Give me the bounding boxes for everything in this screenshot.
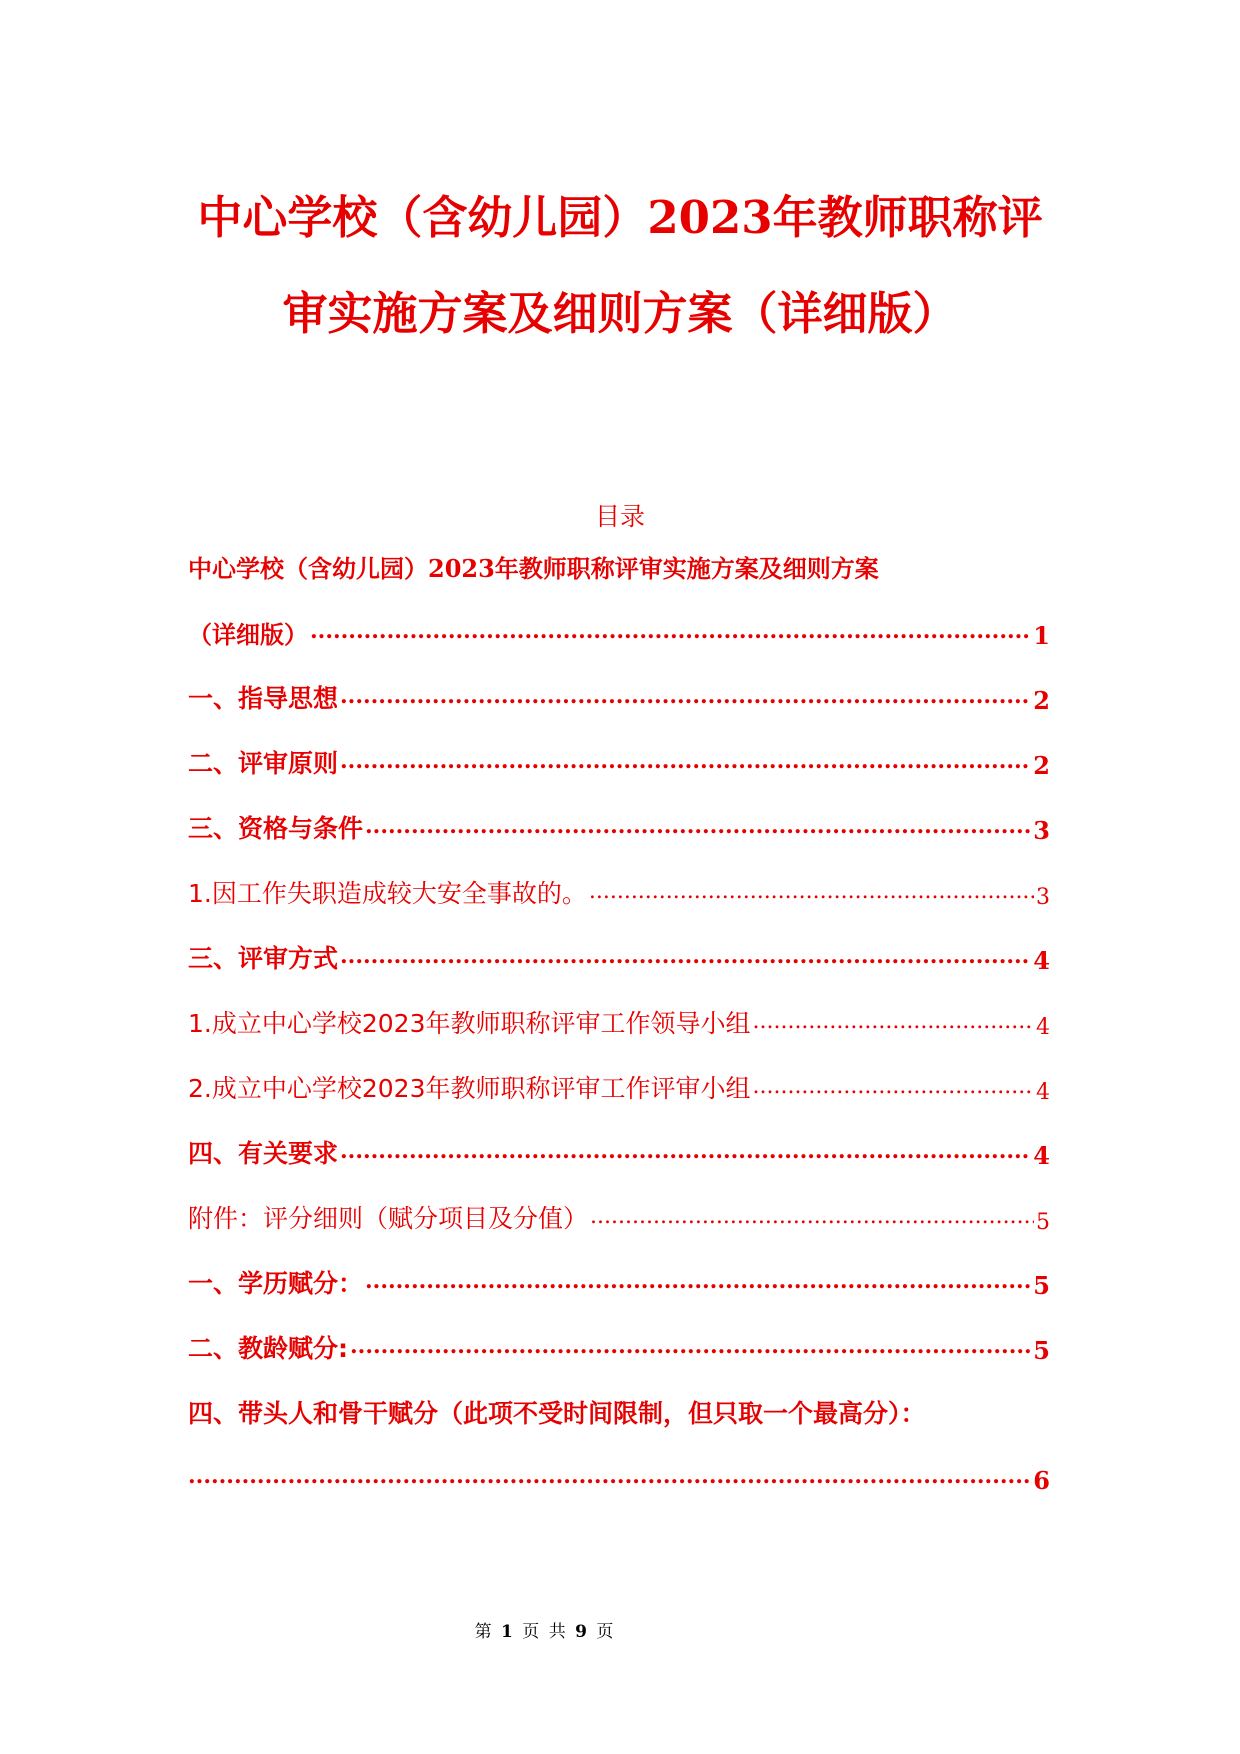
footer-suffix: 页 [596,1622,616,1642]
toc-leader-dots [340,1138,1031,1164]
toc-entry-education-score[interactable] [188,1260,1050,1300]
toc-leader-dots [752,1009,1034,1034]
toc-page-number: 4 [1036,1080,1050,1105]
toc-leader-dots [350,1333,1031,1359]
toc-leader-dots [310,618,1031,644]
title-line-1: 中心学校（含幼儿园）2023年教师职称评 [197,191,1043,244]
toc-entry-requirements[interactable] [188,1130,1050,1170]
toc-entry-qualifications[interactable] [188,805,1050,845]
toc-entry-label: 2.成立中心学校2023年教师职称评审工作评审小组 [188,1074,751,1103]
toc-entry-title-cont[interactable] [188,610,1050,650]
toc-entry-label: 二、评审原则 [188,749,339,778]
toc-leader-dots [365,1268,1031,1294]
toc-page-number: 5 [1033,1336,1050,1365]
toc-entry-label: 三、评审方式 [188,944,339,973]
toc-page-number: 5 [1033,1271,1050,1300]
toc-page-number: 4 [1033,1141,1050,1170]
toc-entry-label: 三、资格与条件 [188,814,364,843]
toc-entry-teaching-age-score[interactable] [188,1325,1050,1365]
toc-leader-dots [589,879,1034,904]
toc-leader-dots [188,1463,1031,1489]
toc-entry-label: 四、带头人和骨干赋分（此项不受时间限制，但只取一个最高分）： [188,1399,926,1428]
toc-page-number: 6 [1033,1466,1050,1495]
toc-leader-dots [340,943,1031,969]
toc-entry-review-group[interactable] [188,1065,1050,1105]
toc-page-number: 4 [1033,946,1050,975]
toc-entry-safety-accident[interactable] [188,870,1050,910]
footer-prefix: 第 [474,1622,494,1642]
footer-total-pages: 9 [575,1622,589,1642]
toc-entry-label: 一、学历赋分： [188,1269,364,1298]
toc-entry-guiding-ideology[interactable] [188,675,1050,715]
toc-leader-dots [340,748,1031,774]
footer-middle: 页 共 [522,1622,568,1642]
toc-page-number: 1 [1033,621,1050,650]
toc-page-number: 4 [1036,1015,1050,1040]
toc-page-number: 2 [1033,751,1050,780]
toc-entry-label: 附件：评分细则（赋分项目及分值） [188,1204,589,1233]
toc-entry-label: 中心学校（含幼儿园）2023年教师职称评审实施方案及细则方案 [188,554,879,583]
toc-entry-label: 四、有关要求 [188,1139,339,1168]
toc-entry-leader-backbone[interactable] [188,1390,1050,1430]
footer-current-page: 1 [501,1622,515,1642]
toc-page-number: 2 [1033,686,1050,715]
toc-leader-dots [590,1204,1034,1229]
toc-page-number: 3 [1036,885,1050,910]
toc-entry-review-principles[interactable] [188,740,1050,780]
toc-entry-label: 一、指导思想 [188,684,339,713]
toc-leader-dots [752,1074,1034,1099]
toc-entry-leader-backbone-cont[interactable] [188,1455,1050,1495]
toc-page-number: 5 [1036,1210,1050,1235]
toc-entry-title[interactable] [188,544,1050,584]
toc-entry-review-method[interactable] [188,935,1050,975]
toc-entry-label: 1.成立中心学校2023年教师职称评审工作领导小组 [188,1009,751,1038]
toc-entry-label: 二、教龄赋分: [188,1334,348,1363]
toc-entry-label: （详细版） [188,620,308,649]
toc-entry-label: 1.因工作失职造成较大安全事故的。 [188,879,587,908]
page-footer [0,1617,1090,1642]
toc-entry-appendix[interactable] [188,1195,1050,1235]
toc-entry-leading-group[interactable] [188,1000,1050,1040]
toc-page-number: 3 [1033,816,1050,845]
toc-heading: 目录 [594,502,645,531]
title-line-2: 审实施方案及细则方案（详细版） [282,287,958,340]
toc-leader-dots [340,683,1031,709]
toc-leader-dots [365,813,1031,839]
